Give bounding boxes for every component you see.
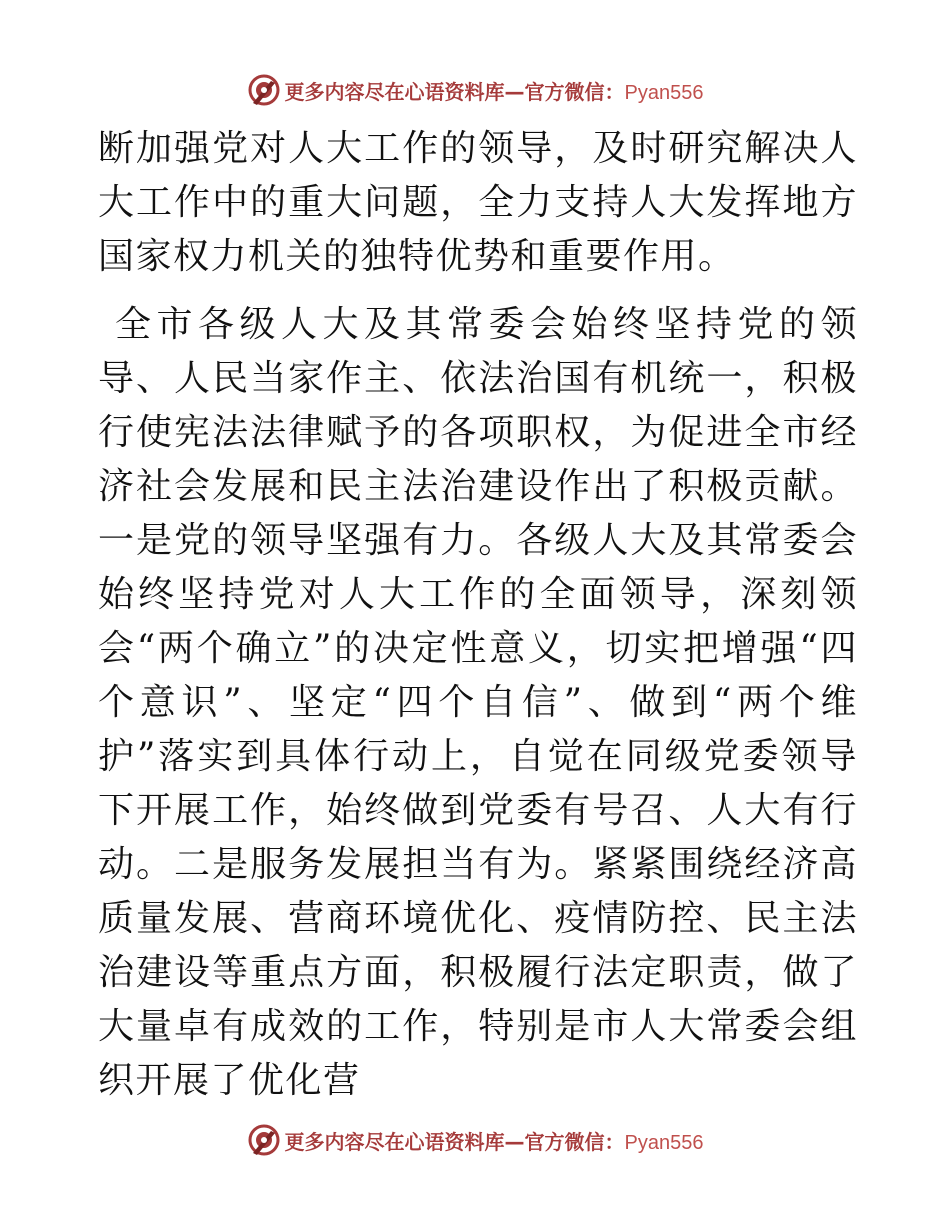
pen-circle-logo-icon (247, 1123, 281, 1157)
paragraph: 全市各级人大及其常委会始终坚持党的领导、人民当家作主、依法治国有机统一，积极行使宪法法律赋予的各项职权，为促进全市经济社会发展和民主法治建设作出了积极贡献。一是党的领导坚强有力。各级人大及其常委会始终坚持党对人大工作的全面领导，深刻领会“两个确立”的决定性意义，切实把增强“四个意识”、坚定“四个自信”、做到“两个维护”落实到具体行动上，自觉在同级党委领导下开展工作，始终做到党委有号召、人大有行动。二是服务发展担当有为。紧紧围绕经济高质量发展、营商环境优化、疫情防控、民主法治建设等重点方面，积极履行法定职责，做了大量卓有成效的工作，特别是市人大常委会组织开展了优化营 (98, 304, 858, 1101)
watermark-text: 更多内容尽在心语资料库—官方微信：Pyan556 (284, 1129, 704, 1154)
footer-watermark (0, 1120, 950, 1160)
document-body (98, 122, 858, 1108)
watermark-handle: Pyan556 (624, 1131, 704, 1154)
watermark-handle: Pyan556 (624, 81, 704, 104)
paragraph: 断加强党对人大工作的领导，及时研究解决人大工作中的重大问题，全力支持人大发挥地方国家权力机关的独特优势和重要作用。 (98, 128, 858, 277)
header-watermark (0, 70, 950, 110)
watermark-text: 更多内容尽在心语资料库—官方微信：Pyan556 (284, 79, 704, 104)
pen-circle-logo-icon (247, 73, 281, 107)
